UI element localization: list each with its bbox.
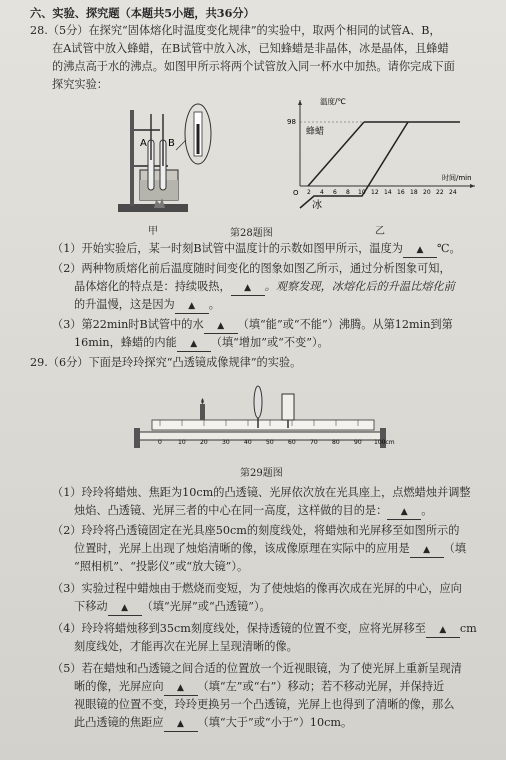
answer-blank[interactable]: ▲ — [164, 681, 198, 696]
figure-28-caption: 第28题图 — [230, 228, 273, 239]
graph-x-tick: 6 — [333, 189, 337, 196]
graph-ice-label: 冰 — [312, 200, 322, 211]
q29-part-4-line-1: （4）玲玲将蜡烛移到35cm刻度线处，保持透镜的位置不变，应将光屏移至 ▲ cm — [52, 622, 477, 638]
graph-x-tick: 20 — [423, 189, 431, 196]
test-tube-label-b: B — [168, 138, 175, 149]
ruler-tick: 80 — [332, 439, 340, 446]
graph-x-tick: 18 — [410, 189, 418, 196]
graph-y-axis-label: 温度/℃ — [320, 97, 346, 106]
q28-stem-line-4: 探究实验： — [52, 78, 108, 91]
ruler-tick: 0 — [158, 439, 162, 446]
answer-blank[interactable]: ▲ — [177, 337, 211, 352]
answer-blank[interactable]: ▲ — [175, 299, 209, 314]
q29-part-5-line-2: 晰的像，光屏应向 ▲ （填“左”或“右”）移动；若不移动光屏，并保持近 — [74, 680, 444, 696]
graph-x-tick: 12 — [371, 189, 379, 196]
q29-part-5-line-1: （5）若在蜡烛和凸透镜之间合适的位置放一个近视眼镜，为了使光屏上重新呈现清 — [52, 662, 462, 675]
graph-origin: O — [293, 189, 299, 197]
graph-x-tick: 2 — [307, 189, 311, 196]
answer-blank[interactable]: ▲ — [387, 505, 421, 520]
figure-29-caption: 第29题图 — [240, 468, 283, 479]
q29-part-3-line-1: （3）实验过程中蜡烛由于燃烧而变短，为了使烛焰的像再次成在光屏的中心，应向 — [52, 582, 462, 595]
graph-x-tick: 16 — [397, 189, 405, 196]
ruler-tick: 100cm — [374, 439, 395, 446]
q28-part-2-line-2: 晶体熔化的特点是：持续吸热， ▲ 。观察发现，冰熔化后的升温比熔化前 — [74, 280, 455, 296]
q28-stem-line-2: 在A试管中放入蜂蜡，在B试管中放入冰，已知蜂蜡是非晶体，冰是晶体，且蜂蜡 — [52, 42, 449, 55]
q29-part-3-line-2: 下移动 ▲ （填“光屏”或“凸透镜”）。 — [74, 600, 271, 616]
graph-x-tick: 24 — [449, 189, 457, 196]
q28-part-3-line-2: 16min，蜂蜡的内能 ▲ （填“增加”或“不变”）。 — [74, 336, 329, 352]
q29-part-2-line-2: 位置时，光屏上出现了烛焰清晰的像，该成像原理在实际中的应用是 ▲ （填 — [74, 542, 466, 558]
figure-jia-apparatus — [110, 100, 230, 218]
q29-part-5-line-4: 此凸透镜的焦距应 ▲ （填“大于”或“小于”）10cm。 — [74, 716, 352, 732]
test-tube-label-a: A — [140, 138, 147, 149]
answer-blank[interactable]: ▲ — [231, 281, 265, 296]
answer-blank[interactable]: ▲ — [108, 601, 142, 616]
figure-yi-caption: 乙 — [375, 226, 385, 237]
graph-y-tick-98: 98 — [287, 118, 296, 126]
ruler-tick: 60 — [288, 439, 296, 446]
q28-part-2-line-3: 的升温慢，这是因为 ▲ 。 — [74, 298, 220, 314]
q29-part-1-line-1: （1）玲玲将蜡烛、焦距为10cm的凸透镜、光屏依次放在光具座上，点燃蜡烛并调整 — [52, 486, 471, 499]
ruler-tick: 10 — [178, 439, 186, 446]
graph-x-tick: 10 — [358, 189, 366, 196]
figure-29-optical-bench — [130, 376, 395, 454]
graph-x-tick: 4 — [320, 189, 324, 196]
q29-part-5-line-3: 视眼镜的位置不变，玲玲更换另一个凸透镜，光屏上也得到了清晰的像，那么 — [74, 698, 455, 711]
q29-part-1-line-2: 烛焰、凸透镜、光屏三者的中心在同一高度，这样做的目的是： ▲ 。 — [74, 504, 432, 520]
section-title: 六、实验、探究题（本题共5小题，共36分） — [30, 6, 255, 20]
ruler-tick: 30 — [222, 439, 230, 446]
answer-blank[interactable]: ▲ — [204, 319, 238, 334]
figure-jia-caption: 甲 — [148, 226, 158, 237]
q29-part-2-line-3: “照相机”、“投影仪”或“放大镜”）。 — [74, 560, 249, 573]
ruler-tick: 20 — [200, 439, 208, 446]
ruler-tick: 40 — [244, 439, 252, 446]
answer-blank[interactable]: ▲ — [410, 543, 444, 558]
q29-part-4-line-2: 刻度线处，才能再次在光屏上呈现清晰的像。 — [74, 640, 298, 653]
answer-blank[interactable]: ▲ — [164, 717, 198, 732]
q28-part-2-line-1: （2）两种物质熔化前后温度随时间变化的图象如图乙所示，通过分析图象可知， — [52, 262, 451, 275]
q28-part-3-line-1: （3）第22min时B试管中的水 ▲ （填“能”或“不能”）沸腾。从第12min到第 — [52, 318, 453, 334]
graph-x-tick: 22 — [436, 189, 444, 196]
graph-x-ticks — [307, 189, 457, 196]
graph-x-axis-label: 时间/min — [442, 174, 472, 182]
graph-x-tick: 14 — [384, 189, 392, 196]
q28-stem-line-3: 的沸点高于水的沸点。如图甲所示将两个试管放入同一杯水中加热。请你完成下面 — [52, 60, 455, 73]
figure-yi-graph — [280, 96, 480, 220]
ruler-tick: 70 — [310, 439, 318, 446]
q28-stem-line-1: 28.（5分）在探究“固体熔化时温度变化规律”的实验中，取两个相同的试管A、B， — [30, 24, 441, 37]
answer-blank[interactable]: ▲ — [403, 243, 437, 258]
q29-stem: 29.（6分）下面是玲玲探究“凸透镜成像规律”的实验。 — [30, 356, 302, 369]
q29-part-2-line-1: （2）玲玲将凸透镜固定在光具座50cm的刻度线处，将蜡烛和光屏移至如图所示的 — [52, 524, 460, 537]
ruler-tick: 90 — [354, 439, 362, 446]
q28-part-1: （1）开始实验后，某一时刻B试管中温度计的示数如图甲所示，温度为 ▲ ℃。 — [52, 242, 461, 258]
graph-wax-label: 蜂蜡 — [306, 127, 325, 137]
ruler-tick: 50 — [266, 439, 274, 446]
graph-x-tick: 8 — [346, 189, 350, 196]
answer-blank[interactable]: ▲ — [426, 623, 460, 638]
